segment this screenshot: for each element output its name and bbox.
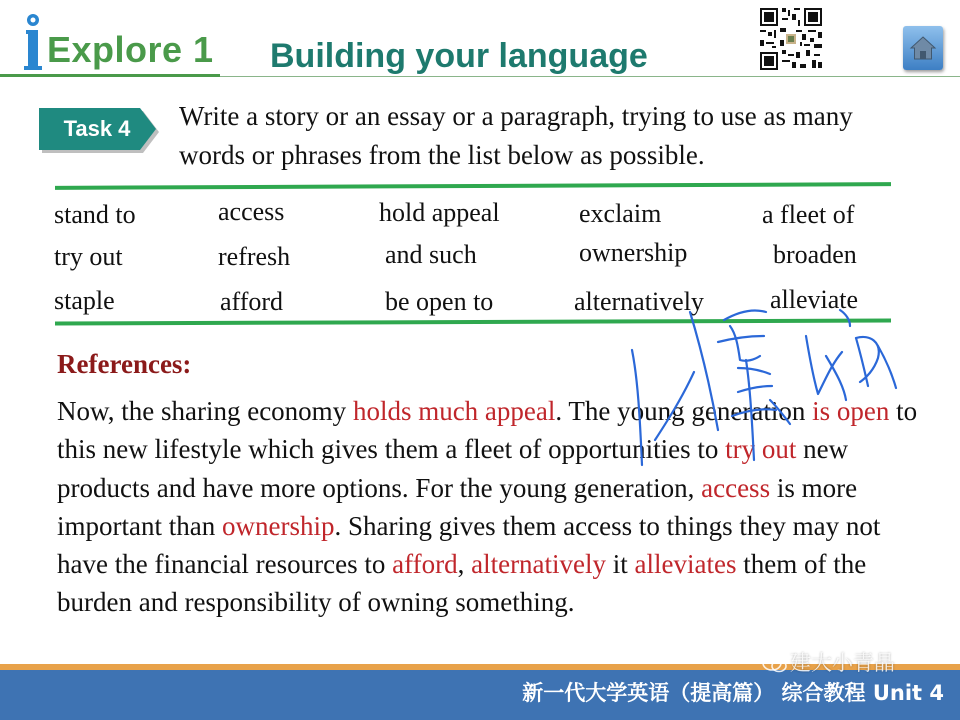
word-exclaim: exclaim: [579, 199, 662, 228]
highlighted-phrase: ownership: [221, 510, 335, 541]
word-broaden: broaden: [773, 240, 857, 269]
header-divider: [220, 76, 960, 77]
paragraph-text: . Sharing gives them access to things they may not have the financial resources to: [57, 510, 881, 580]
word-hold-appeal: hold appeal: [379, 198, 500, 227]
highlighted-phrase: afford: [392, 549, 458, 580]
word-ownership: ownership: [579, 238, 688, 267]
watermark-text: 建大小青晶: [790, 651, 895, 675]
reference-paragraph: [57, 392, 927, 622]
page-title: Building your language: [270, 37, 648, 75]
task-badge: [39, 108, 159, 156]
paragraph-text: to this new lifestyle which gives them a fleet of opportunities to: [57, 396, 918, 465]
paragraph-text: them of the burden and responsibility of owning something.: [57, 549, 867, 618]
home-button[interactable]: [903, 26, 943, 70]
word-be-open-to: be open to: [385, 287, 494, 316]
word-stand-to: stand to: [54, 200, 136, 229]
course-name: 新一代大学英语（提高篇） 综合教程 Unit 4: [522, 681, 944, 705]
highlighted-phrase: is open: [812, 396, 890, 426]
highlighted-phrase: try out: [725, 434, 797, 465]
brand-underline: [0, 74, 220, 77]
paragraph-text: . The young generation: [555, 396, 813, 426]
highlighted-phrase: alternatively: [471, 549, 607, 580]
paragraph-text: new products and have more options. For the young generation,: [57, 434, 849, 503]
task-instruction: Write a story or an essay or a paragraph, trying to use as many words or phrases from the list below as possible.: [179, 101, 853, 170]
word-afford: afford: [220, 287, 284, 316]
qr-code-icon: [758, 6, 824, 72]
paragraph-text: Now, the sharing economy: [57, 396, 353, 426]
highlighted-phrase: alleviates: [634, 549, 737, 580]
word-alternatively: alternatively: [574, 287, 704, 316]
word-staple: staple: [54, 286, 115, 315]
word-refresh: refresh: [218, 242, 291, 271]
home-icon: [909, 34, 937, 62]
highlighted-phrase: access: [701, 472, 771, 503]
highlighted-phrase: holds much appeal: [352, 396, 556, 426]
word-access: access: [218, 197, 285, 226]
paragraph-text: is more important than: [57, 472, 858, 541]
word-list-bottom-rule: [55, 319, 891, 326]
i-logo-icon: [22, 14, 44, 70]
wechat-icon: [762, 654, 788, 674]
brand-title: Explore 1: [47, 29, 214, 70]
paragraph-text: it: [606, 549, 635, 580]
word-alleviate: alleviate: [770, 285, 859, 314]
word-list-top-rule: [55, 182, 891, 190]
paragraph-text: ,: [457, 549, 472, 580]
word-and-such: and such: [385, 240, 477, 269]
references-heading: References:: [57, 349, 192, 379]
task-label: Task 4: [63, 116, 131, 141]
word-try-out: try out: [54, 242, 123, 271]
word-a-fleet-of: a fleet of: [762, 200, 855, 229]
